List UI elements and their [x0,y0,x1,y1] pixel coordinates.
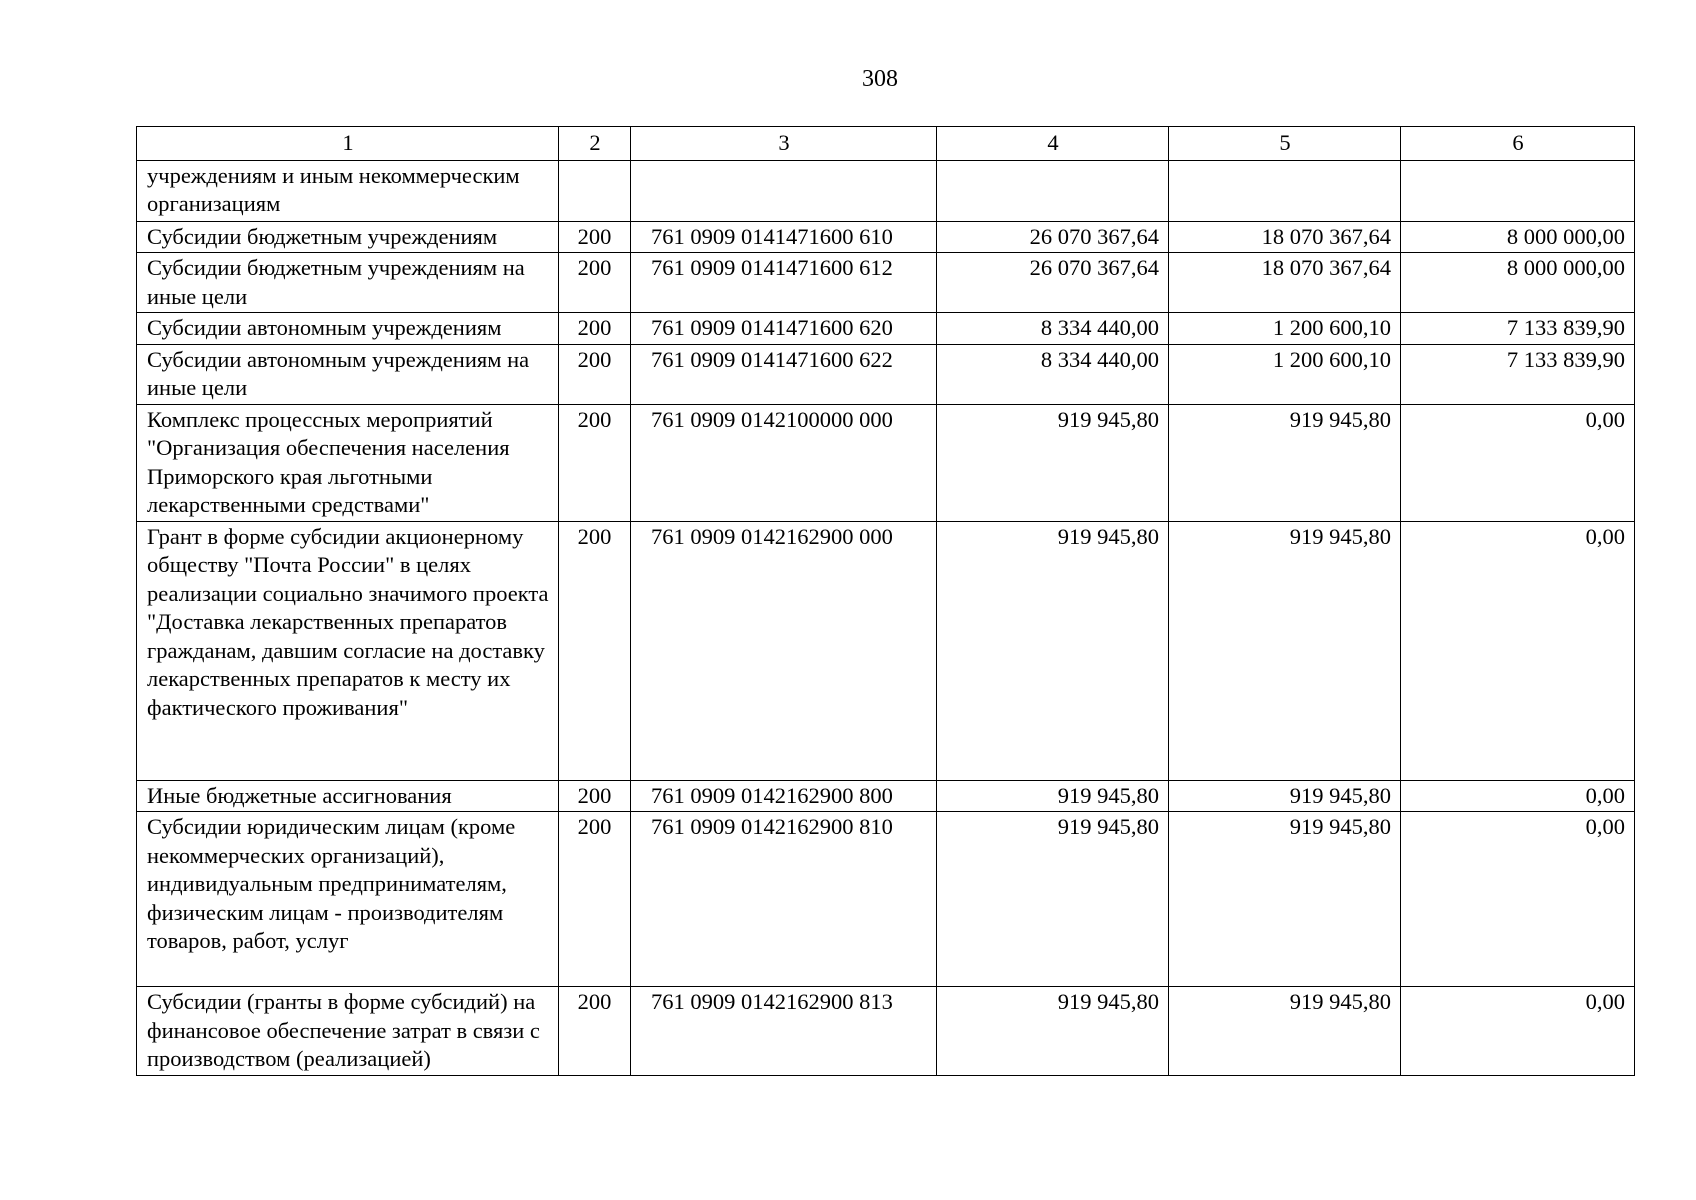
row-value-col6: 8 000 000,00 [1401,253,1635,313]
row-ministry-code: 200 [559,780,631,812]
row-value-col5: 919 945,80 [1169,404,1401,521]
row-ministry-code: 200 [559,521,631,780]
row-value-col4: 8 334 440,00 [937,313,1169,345]
row-value-col5: 919 945,80 [1169,521,1401,780]
row-value-col6 [1401,160,1635,221]
table-row [137,221,1635,253]
row-value-col6: 0,00 [1401,780,1635,812]
row-ministry-code [559,160,631,221]
row-classification-code: 761 0909 0141471600 612 [631,253,937,313]
row-value-col5: 919 945,80 [1169,987,1401,1076]
row-name: Субсидии автономным учреждениям [137,313,559,345]
row-classification-code: 761 0909 0141471600 620 [631,313,937,345]
table-row [137,344,1635,404]
row-value-col6: 0,00 [1401,404,1635,521]
row-classification-code: 761 0909 0142162900 810 [631,812,937,987]
table-header-row [137,127,1635,161]
row-name: Иные бюджетные ассигнования [137,780,559,812]
row-value-col6: 8 000 000,00 [1401,221,1635,253]
row-ministry-code: 200 [559,404,631,521]
row-value-col6: 7 133 839,90 [1401,313,1635,345]
row-value-col4: 919 945,80 [937,521,1169,780]
row-name: Субсидии юридическим лицам (кроме некоммерческих организаций), индивидуальным предпринимателям, физическим лицам - производителям товаров, работ, услуг [137,812,559,987]
row-classification-code: 761 0909 0142162900 813 [631,987,937,1076]
table-row [137,987,1635,1076]
table-row [137,521,1635,780]
row-ministry-code: 200 [559,313,631,345]
row-name: Субсидии бюджетным учреждениям [137,221,559,253]
row-classification-code: 761 0909 0142100000 000 [631,404,937,521]
row-classification-code [631,160,937,221]
column-header-1: 1 [137,127,559,161]
table-row [137,404,1635,521]
row-value-col4: 919 945,80 [937,987,1169,1076]
row-value-col5 [1169,160,1401,221]
column-header-3: 3 [631,127,937,161]
row-value-col6: 0,00 [1401,521,1635,780]
budget-table [136,126,1635,1076]
row-ministry-code: 200 [559,812,631,987]
table-row [137,253,1635,313]
column-header-5: 5 [1169,127,1401,161]
row-ministry-code: 200 [559,344,631,404]
page-number: 308 [862,66,898,92]
row-value-col6: 0,00 [1401,987,1635,1076]
row-value-col4: 26 070 367,64 [937,253,1169,313]
row-value-col4: 919 945,80 [937,780,1169,812]
row-value-col5: 1 200 600,10 [1169,313,1401,345]
table-row [137,160,1635,221]
row-value-col4: 26 070 367,64 [937,221,1169,253]
row-value-col5: 1 200 600,10 [1169,344,1401,404]
row-value-col4: 919 945,80 [937,404,1169,521]
row-value-col5: 919 945,80 [1169,812,1401,987]
row-name: Субсидии автономным учреждениям на иные цели [137,344,559,404]
row-ministry-code: 200 [559,253,631,313]
row-name: учреждениям и иным некоммерческим организациям [137,160,559,221]
column-header-4: 4 [937,127,1169,161]
row-ministry-code: 200 [559,987,631,1076]
row-value-col5: 18 070 367,64 [1169,221,1401,253]
row-value-col4: 8 334 440,00 [937,344,1169,404]
row-name: Субсидии бюджетным учреждениям на иные цели [137,253,559,313]
row-classification-code: 761 0909 0141471600 610 [631,221,937,253]
row-name: Субсидии (гранты в форме субсидий) на финансовое обеспечение затрат в связи с производством (реализацией) [137,987,559,1076]
table-row [137,812,1635,987]
column-header-2: 2 [559,127,631,161]
row-name: Комплекс процессных мероприятий "Организация обеспечения населения Приморского края льготными лекарственными средствами" [137,404,559,521]
row-value-col6: 0,00 [1401,812,1635,987]
row-classification-code: 761 0909 0141471600 622 [631,344,937,404]
row-classification-code: 761 0909 0142162900 800 [631,780,937,812]
column-header-6: 6 [1401,127,1635,161]
row-value-col5: 18 070 367,64 [1169,253,1401,313]
row-value-col4 [937,160,1169,221]
row-classification-code: 761 0909 0142162900 000 [631,521,937,780]
row-name: Грант в форме субсидии акционерному обществу "Почта России" в целях реализации социально значимого проекта "Доставка лекарственных препаратов гражданам, давшим согласие на доставку лекарственных препаратов к месту их фактического проживания" [137,521,559,780]
table-row [137,780,1635,812]
row-value-col6: 7 133 839,90 [1401,344,1635,404]
table-row [137,313,1635,345]
row-value-col4: 919 945,80 [937,812,1169,987]
row-value-col5: 919 945,80 [1169,780,1401,812]
row-ministry-code: 200 [559,221,631,253]
